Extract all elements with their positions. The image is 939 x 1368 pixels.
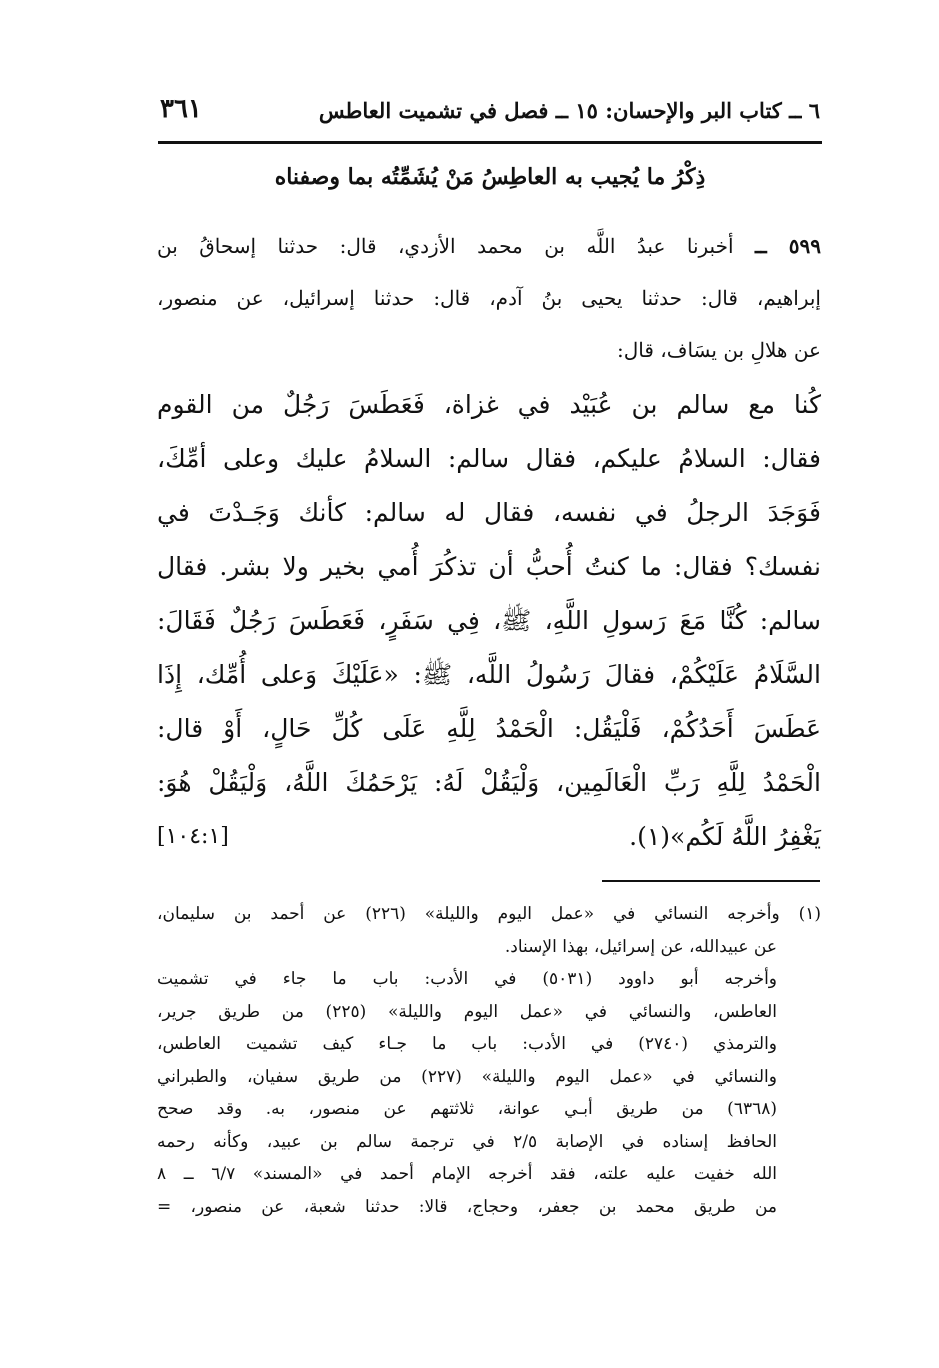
hadith-text [157,378,821,864]
footnote-line: الله خفيت عليه علته، فقد أخرجه الإمام أحمد في «المسند» ٦/٧ ــ ٨ [157,1164,777,1184]
footnote-line: الحافظ إسناده في الإصابة ٢/٥ في ترجمة سالم بن عبيد، وكأنه رحمه [157,1131,777,1152]
chapter-heading: ذِكْرُ ما يُجيب به العاطِسُ مَنْ يُشَمِّتُه بما وصفناه [274,164,706,190]
isnad-paragraph [157,220,821,376]
footnote-line: عن عبيدالله، عن إسرائيل، بهذا الإسناد. [504,936,777,957]
footnote-line: من طريق محمد بن جعفر، وحجاج، قالا: حدثنا شعبة، عن منصور، = [157,1196,777,1217]
footnote-line: والنسائي في «عمل اليوم والليلة» (٢٢٧) من طريق سفيان، والطبراني [157,1066,777,1087]
matn-line: عَطَسَ أَحَدُكُمْ، فَلْيَقُل: الْحَمْدُ لِلَّهِ عَلَى كُلِّ حَالٍ، أَوْ قال: [157,714,821,743]
matn-line: نفسك؟ فقال: ما كنتُ أُحبُّ أن تذكُرَ أُمي بخير ولا بشر. فقال [157,552,821,581]
matn-line: فَوَجَدَ الرجلُ في نفسه، فقال له سالم: كأنك وَجَـدْتَ في [157,498,821,527]
running-head-title: ٦ ــ كتاب البر والإحسان: ١٥ ــ فصل في تشميت العاطس [318,98,820,123]
footnotes [157,898,821,1223]
isnad-line: إبراهيم، قال: حدثنا يحيى بنُ آدم، قال: حدثنا إسرائيل، عن منصور، [157,286,821,310]
isnad-line [157,220,821,272]
isnad-text: أخبرنا عبدُ اللَّه بن محمد الأزدي، قال: حدثنا إسحاقُ بن [157,234,734,258]
hadith-number: ٥٩٩ ــ [754,234,822,258]
matn-line: فقال: السلامُ عليكم، فقال سالم: السلامُ عليك وعلى أمِّكَ، [157,444,821,473]
isnad-line: عن هلالِ بن يسَاف، قال: [616,338,821,362]
source-reference: [١٠٤:١] [157,824,229,849]
footnote-line: وأخرجه أبو داوود (٥٠٣١) في الأدب: باب ما جاء في تشميت [157,969,778,989]
matn-line: السَّلَامُ عَلَيْكُمْ، فقالَ رَسُولُ اللَّه، ﷺ: «عَلَيْكَ وَعلى أُمِّك، إِذَا [157,660,821,689]
footnote-line: والترمذي (٢٧٤٠) في الأدب: باب ما جـاء كيف تشميت العاطس، [157,1034,777,1054]
matn-line: يَغْفِرُ اللَّهُ لَكُم»(١). [629,822,821,851]
matn-line: الْحَمْدُ لِلَّهِ رَبِّ الْعَالَمِين، وَلْيَقُلْ لَهُ: يَرْحَمُكَ اللَّهُ، وَلْيَقُلْ هُوَ: [157,768,821,797]
running-head [160,92,820,132]
page-number: ٣٦١ [160,94,202,124]
footnote-divider [602,880,820,882]
footnote-line: (١) وأخرجه النسائي في «عمل اليوم والليلة» (٢٢٦) عن أحمد بن سليمان، [157,904,822,924]
footnote-line: العاطس، والنسائي في «عمل اليوم والليلة» (٢٢٥) من طريق جرير، [157,1001,777,1022]
matn-line: كُنا مع سالم بن عُبَيْد في غزاة، فَعَطَسَ رَجُلٌ من القوم [157,390,821,419]
footnote-line: (٦٣٦٨) من طريق أبـي عوانة، ثلاثتهم عن منصور، به. وقد صحح [157,1099,777,1119]
header-divider [158,141,822,144]
matn-line: سالم: كُنَّا مَعَ رَسولِ اللَّهِ، ﷺ، فِي سَفَرٍ، فَعَطَسَ رَجُلٌ فَقَالَ: [157,606,821,635]
